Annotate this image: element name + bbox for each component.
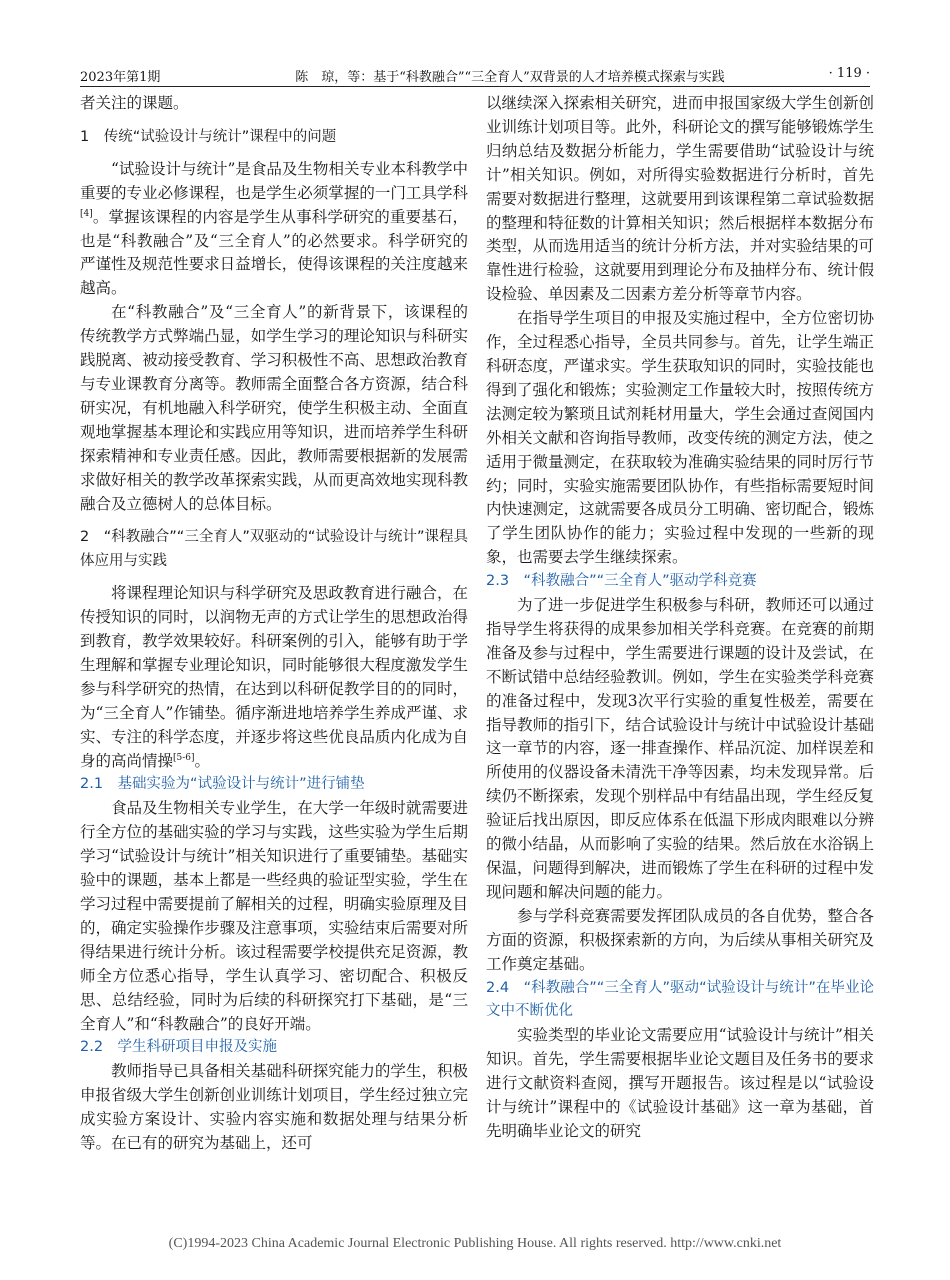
section-2-2-paragraph-1: 教师指导已具备相关基础科研探究能力的学生，积极申报省级大学生创新创业训练计划项目，学生经过独立完成实验方案设计、实验内容实施和数据处理与结果分析等。在已有的研究为基础上，还可 bbox=[80, 1062, 468, 1153]
section-2-3-heading: 2.3 “科教融合”“三全育人”驱动学科竞赛 bbox=[486, 573, 757, 590]
section-1-heading: 1 传统“试验设计与统计”课程中的问题 bbox=[80, 128, 337, 145]
journal-issue: 2023年第1期 bbox=[80, 70, 161, 85]
running-title: 陈 琼，等：基于“科教融合”“三全育人”双背景的人才培养模式探索与实践 bbox=[295, 70, 725, 85]
section-2-3-paragraph-2: 参与学科竞赛需要发挥团队成员的各自优势，整合各方面的资源，积极探索新的方向，为后续从事相关研究及工作奠定基础。 bbox=[486, 906, 874, 973]
copyright-footer: (C)1994-2023 China Academic Journal Electronic Publishing House. All rights reserved. http://www.cnki.net bbox=[168, 1236, 782, 1251]
section-2-2-paragraph-2: 在指导学生项目的申报及实施过程中，全方位密切协作，全过程悉心指导，全员共同参与。首先，让学生端正科研态度，严谨求实。学生获取知识的同时，实验技能也得到了强化和锻炼；实验测定工作量较大时，按照传统方法测定较为繁琐且试剂耗材用量大，学生会通过查阅国内外相关文献和咨询指导教师，改变传统的测定方法，使之适用于微量测定，在获取较为准确实验结果的同时厉行节约；同时，实验实施需要团队协作，有些指标需要短时间内快速测定，这就需要各成员分工明确、密切配合，锻炼了学生团队协作的能力；实验过程中发现的一些新的现象，也需要去学生继续探索。 bbox=[486, 309, 874, 567]
section-2-paragraph-1: 将课程理论知识与科学研究及思政教育进行融合，在传授知识的同时，以润物无声的方式让学生的思想政治得到教育，教学效果较好。科研案例的引入，能够有助于学生理解和掌握专业理论知识，同时能够很大程度激发学生参与科学研究的热情，在达到以科研促教学目的的同时，为“三全育人”作铺垫。循序渐进地培养学生养成严谨、求实、专注的科学态度，并逐步将这些优良品质内化成为自身的高尚情操[5-6]。 bbox=[80, 584, 468, 770]
right-column bbox=[486, 92, 874, 1144]
citation: [4] bbox=[80, 208, 93, 219]
section-2-3-paragraph-1: 为了进一步促进学生积极参与科研，教师还可以通过指导学生将获得的成果参加相关学科竞赛。在竞赛的前期准备及参与过程中，学生需要进行课题的设计及尝试，在不断试错中总结经验教训。例如，学生在实验类学科竞赛的准备过程中，发现3次平行实验的重复性极差，需要在指导教师的指引下，结合试验设计与统计中试验设计基础这一章节的内容，逐一排查操作、样品沉淀、加样误差和所使用的仪器设备未清洗干净等因素，均未发现异常。后续仍不断探索，发现个别样品中有结晶出现，学生经反复验证后找出原因，即反应体系在低温下形成肉眼难以分辨的微小结晶，从而影响了实验的结果。然后放在水浴锅上保温，问题得到解决，进而锻炼了学生在科研的过程中发现问题和解决问题的能力。 bbox=[486, 596, 874, 901]
left-column bbox=[80, 92, 468, 1156]
section-2-2-heading: 2.2 学生科研项目申报及实施 bbox=[80, 1039, 278, 1056]
section-1-paragraph-2: 在“科教融合”及“三全育人”的新背景下，该课程的传统教学方式弊端凸显，如学生学习的理论知识与科研实践脱离、被动接受教育、学习积极性不高、思想政治教育与专业课教育分离等。教师需全面整合各方资源，结合科研实况，有机地融入科学研究，使学生积极主动、全面直观地掌握基本理论和实践应用等知识，进而培养学生科研探索精神和专业责任感。因此，教师需要根据新的发展需求做好相关的教学改革探索实践，从而更高效地实现科教融合及立德树人的总体目标。 bbox=[80, 303, 468, 513]
section-2-1-paragraph-1: 食品及生物相关专业学生，在大学一年级时就需要进行全方位的基础实验的学习与实践，这些实验为学生后期学习“试验设计与统计”相关知识进行了重要铺垫。基础实验中的课题，基本上都是一些经典的验证型实验，学生在学习过程中需要提前了解相关的过程，明确实验原理及目的，确定实验操作步骤及注意事项，实验结束后需要对所得结果进行统计分析。该过程需要学校提供充足资源，教师全方位悉心指导，学生认真学习、密切配合、积极反思、总结经验，同时为后续的科研探究打下基础，是“三全育人”和“科教融合”的良好开端。 bbox=[80, 799, 468, 1033]
running-header bbox=[80, 64, 870, 87]
section-2-heading: 2 “科教融合”“三全育人”双驱动的“试验设计与统计”课程具体应用与实践 bbox=[80, 529, 468, 570]
section-1-paragraph-1: “试验设计与统计”是食品及生物相关专业本科教学中重要的专业必修课程，也是学生必须掌握的一门工具学科[4]。掌握该课程的内容是学生从事科学研究的重要基石，也是“科教融合”及“三全育人”的必然要求。科学研究的严谨性及规范性要求日益增长，使得该课程的关注度越来越高。 bbox=[80, 159, 468, 298]
citation: [5-6] bbox=[173, 752, 195, 763]
section-2-1-heading: 2.1 基础实验为“试验设计与统计”进行铺垫 bbox=[80, 776, 365, 793]
paragraph-continued: 以继续深入探索相关研究，进而申报国家级大学生创新创业训练计划项目等。此外，科研论文的撰写能够锻炼学生归纳总结及数据分析能力，学生需要借助“试验设计与统计”相关知识。例如，对所得实验数据进行分析时，首先需要对数据进行整理，这就要用到该课程第二章试验数据的整理和特征数的计算相关知识；然后根据样本数据分布类型，从而选用适当的统计分析方法，并对实验结果的可靠性进行检验，这就要用到理论分布及抽样分布、统计假设检验、单因素及二因素方差分析等章节内容。 bbox=[486, 94, 874, 304]
section-2-4-heading: 2.4 “科教融合”“三全育人”驱动“试验设计与统计”在毕业论文中不断优化 bbox=[486, 979, 874, 1020]
page-number: · 119 · bbox=[828, 66, 870, 81]
paragraph-continued: 者关注的课题。 bbox=[80, 94, 189, 112]
section-2-4-paragraph-1: 实验类型的毕业论文需要应用“试验设计与统计”相关知识。首先，学生需要根据毕业论文题目及任务书的要求进行文献资料查阅，撰写开题报告。该过程是以“试验设计与统计”课程中的《试验设计基础》这一章为基础，首先明确毕业论文的研究 bbox=[486, 1026, 874, 1140]
